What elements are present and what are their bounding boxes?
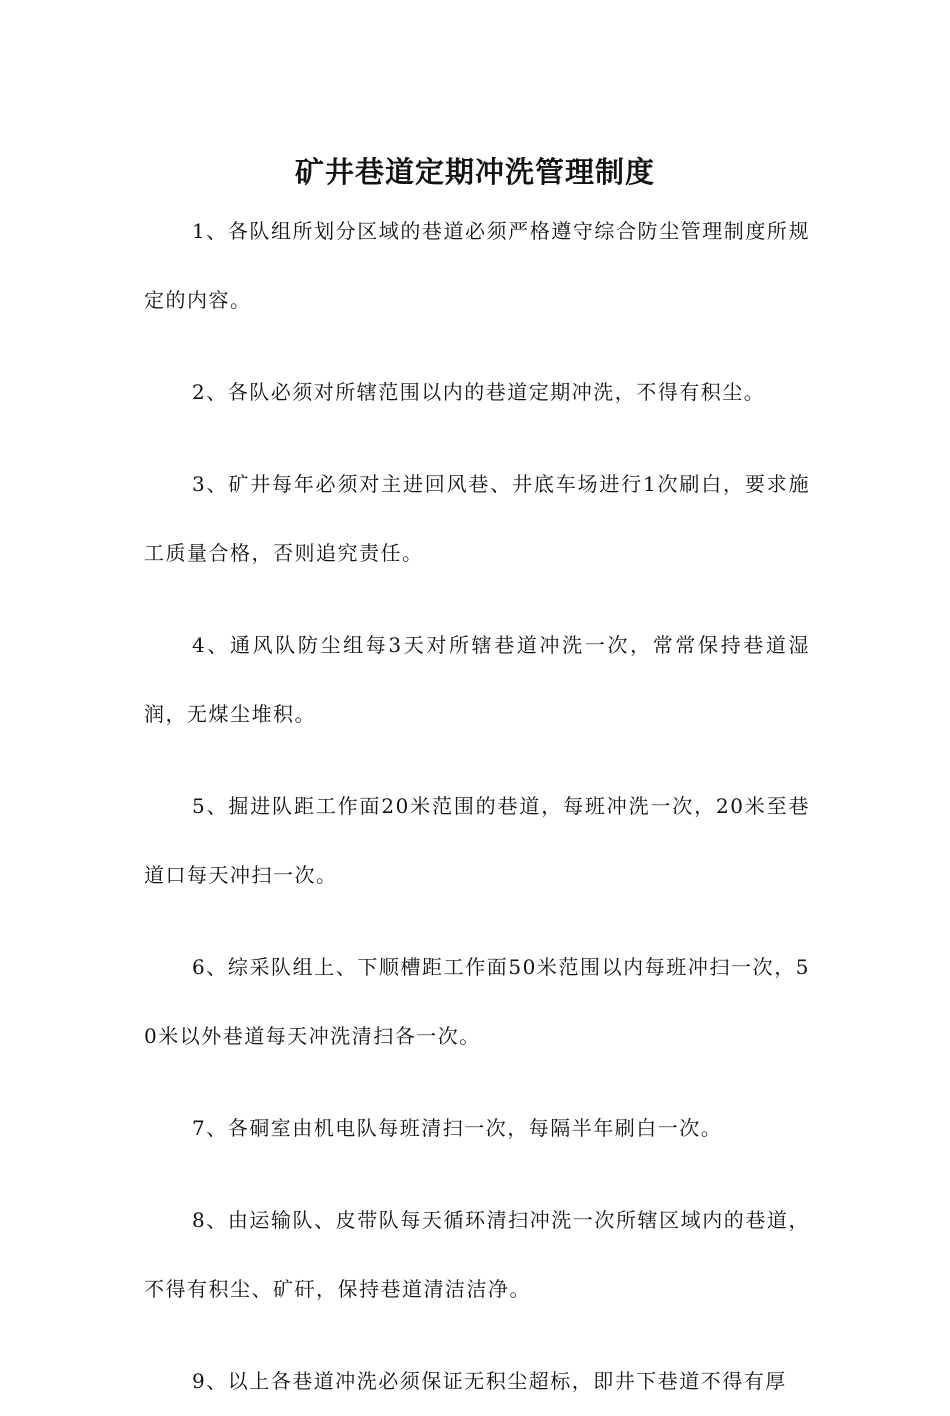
paragraph-4: 4、通风队防尘组每3天对所辖巷道冲洗一次，常常保持巷道湿润，无煤尘堆积。 (144, 633, 810, 726)
paragraph-5: 5、掘进队距工作面20米范围的巷道，每班冲洗一次，20米至巷道口每天冲扫一次。 (144, 794, 810, 887)
paragraph-6: 6、综采队组上、下顺槽距工作面50米范围以内每班冲扫一次，50米以外巷道每天冲洗清扫各一次。 (144, 955, 810, 1048)
paragraph-3: 3、矿井每年必须对主进回风巷、井底车场进行1次刷白，要求施工质量合格，否则追究责任。 (144, 472, 810, 565)
paragraph-9: 9、以上各巷道冲洗必须保证无积尘超标，即井下巷道不得有厚 (192, 1369, 787, 1393)
document-body (144, 197, 810, 1416)
paragraph-7: 7、各硐室由机电队每班清扫一次，每隔半年刷白一次。 (192, 1116, 723, 1140)
paragraph-8: 8、由运输队、皮带队每天循环清扫冲洗一次所辖区域内的巷道，不得有积尘、矿矸，保持巷道清洁洁净。 (144, 1208, 810, 1301)
document-title: 矿井巷道定期冲洗管理制度 (294, 155, 655, 190)
paragraph-2: 2、各队必须对所辖范围以内的巷道定期冲洗，不得有积尘。 (192, 380, 766, 404)
paragraph-1: 1、各队组所划分区域的巷道必须严格遵守综合防尘管理制度所规定的内容。 (144, 219, 810, 312)
